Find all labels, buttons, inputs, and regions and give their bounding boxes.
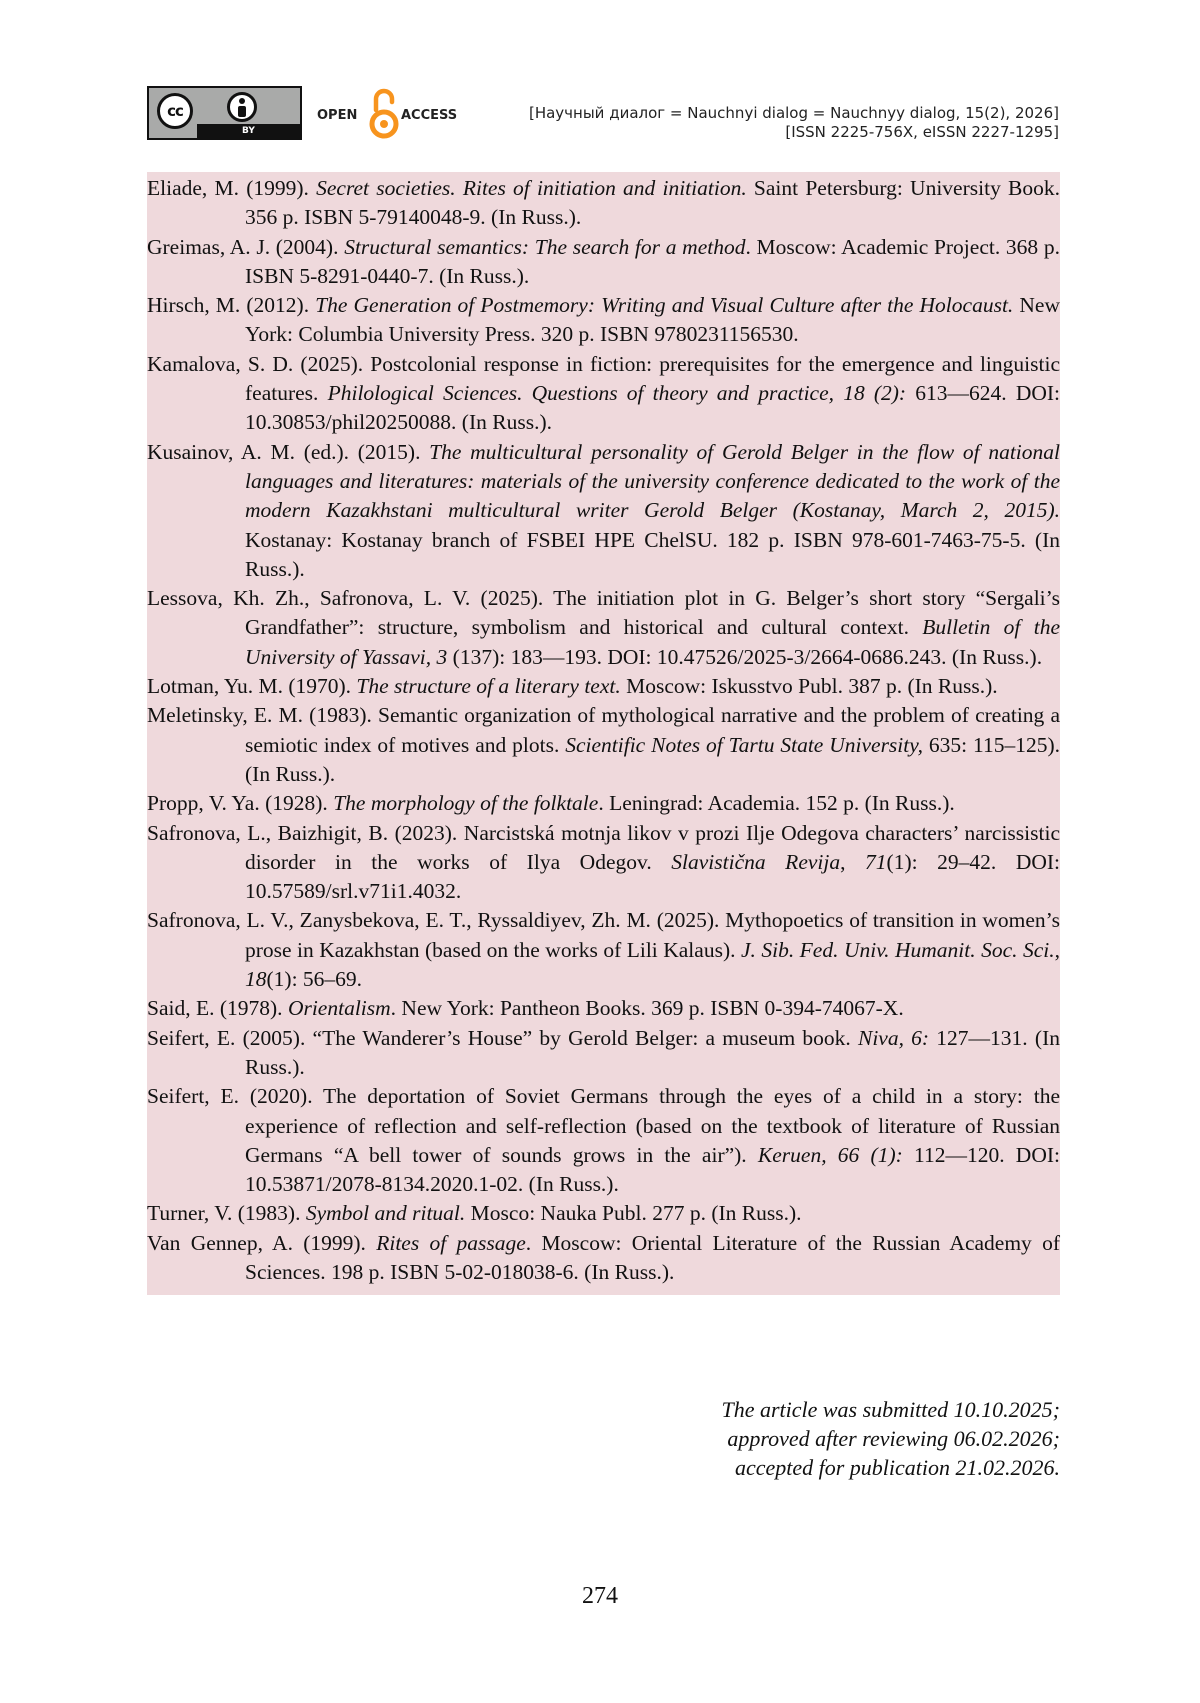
reference-text-part: 127—131. (In Russ.). [245, 1025, 1060, 1079]
reference-italic-part: Bulletin of the University of Yassavi, 3 [245, 615, 1060, 669]
reference-italic-part: Orientalism [287, 996, 391, 1021]
reference-text-part: . Moscow: Academic Project. 368 p. ISBN 5-8291-0440-7. (In Russ.). [245, 234, 1060, 288]
reference-text-part: Propp, V. Ya. (1928). [147, 791, 334, 816]
reference-text-part: 635: 115–125). (In Russ.). [245, 732, 1060, 786]
reference-italic-part: Philological Sciences. Questions of theory and practice, 18 (2): [327, 381, 907, 406]
reference-entry [147, 701, 1060, 789]
reference-italic-part: 71 [865, 849, 887, 874]
reference-entry [147, 906, 1060, 994]
reference-list [147, 172, 1060, 1295]
reference-text-part: Van Gennep, A. (1999). [147, 1230, 377, 1255]
reference-entry [147, 819, 1060, 907]
reference-text-part: , [1054, 937, 1060, 962]
reference-text-part: Lotman, Yu. M. (1970). [147, 674, 357, 699]
open-access-logo [317, 86, 467, 140]
reference-entry [147, 233, 1060, 292]
reference-text-part: Lessova, Kh. Zh., Safronova, L. V. (2025). The initiation plot in G. Belger’s short story “Sergali’s Grandfather”: structure, symbolism and historical and cultural context. [147, 586, 1060, 640]
reference-italic-part: Symbol and ritual. [305, 1201, 466, 1226]
reference-text-part: Safronova, L. V., Zanysbekova, E. T., Ryssaldiyev, Zh. M. (2025). Mythopoetics of transition in women’s prose in Kazakhstan (based on the works of Lili Kalaus). [147, 908, 1060, 962]
reference-text-part: Saint Petersburg: University Book. 356 p. ISBN 5-79140048-9. (In Russ.). [245, 176, 1060, 230]
approved-date: approved after reviewing 06.02.2026; [727, 1426, 1060, 1451]
attribution-person-icon [227, 92, 257, 122]
reference-entry [147, 1082, 1060, 1199]
reference-text-part: Mosco: Nauka Publ. 277 p. (In Russ.). [465, 1201, 802, 1226]
page-header [147, 86, 1059, 144]
reference-italic-part: 18 [245, 967, 267, 992]
reference-text-part: Meletinsky, E. M. (1983). Semantic organization of mythological narrative and the problem of creating a semiotic index of motives and plots. [147, 703, 1060, 757]
cc-by-license-badge[interactable] [147, 86, 302, 140]
reference-text-part: Moscow: Iskusstvo Publ. 387 p. (In Russ.). [620, 674, 998, 699]
reference-text-part: New York: Columbia University Press. 320 p. ISBN 9780231156530. [245, 293, 1060, 347]
reference-text-part: Seifert, E. (2005). “The Wanderer’s House” by Gerold Belger: a museum book. [147, 1025, 858, 1050]
reference-italic-part: The Generation of Postmemory: Writing and Visual Culture after the Holocaust. [315, 293, 1014, 318]
reference-entry [147, 438, 1060, 584]
reference-italic-part: Slavistična Revija [671, 849, 841, 874]
reference-italic-part: Secret societies. Rites of initiation and initiation. [316, 176, 747, 200]
reference-text-part: Turner, V. (1983). [147, 1201, 306, 1226]
reference-entry [147, 174, 1060, 233]
open-access-word-access: ACCESS [401, 108, 458, 123]
reference-italic-part: The morphology of the folktale [333, 791, 599, 816]
reference-text-part: , [840, 849, 866, 874]
accepted-date: accepted for publication 21.02.2026. [734, 1455, 1060, 1480]
cc-icon: cc [157, 93, 193, 129]
reference-text-part: . Moscow: Oriental Literature of the Russian Academy of Sciences. 198 p. ISBN 5-02-018038-6. (In Russ.). [245, 1230, 1060, 1284]
reference-entry [147, 584, 1060, 672]
reference-text-part: Eliade, M. (1999). [147, 176, 317, 200]
open-access-lock-icon [368, 86, 400, 140]
reference-text-part: 613—624. DOI: 10.30853/phil20250088. (In Russ.). [245, 381, 1060, 435]
reference-text-part: (137): 183—193. DOI: 10.47526/2025-3/2664-0686.243. (In Russ.). [447, 644, 1043, 669]
reference-italic-part: The structure of a literary text. [356, 674, 621, 699]
reference-text-part: Said, E. (1978). [147, 996, 288, 1021]
reference-text-part: Seifert, E. (2020). The deportation of Soviet Germans through the eyes of a child in a story: the experience of reflection and self-reflection (based on the textbook of literature of Russian Germans “A bell tower of sounds grows in the air”). [147, 1084, 1060, 1167]
reference-entry [147, 994, 1060, 1023]
reference-text-part: Kamalova, S. D. (2025). Postcolonial response in fiction: prerequisites for the emergence and linguistic features. [147, 351, 1060, 406]
reference-italic-part: Rites of passage [376, 1230, 526, 1255]
reference-text-part: Hirsch, M. (2012). [147, 293, 316, 318]
reference-entry [147, 291, 1060, 350]
reference-entry [147, 789, 1060, 818]
open-access-word-open: OPEN [317, 108, 358, 123]
by-label: BY [197, 124, 300, 138]
reference-text-part: Greimas, A. J. (2004). [147, 234, 345, 259]
reference-italic-part: Scientific Notes of Tartu State University, [565, 732, 923, 757]
reference-text-part: . Leningrad: Academia. 152 p. (In Russ.). [598, 791, 955, 816]
reference-text-part: . New York: Pantheon Books. 369 p. ISBN 0-394-74067-X. [390, 996, 904, 1021]
reference-text-part: Safronova, L., Baizhigit, B. (2023). Narcistská motnja likov v prozi Ilje Odegova characters’ narcissistic disorder in the works of Ilya Odegov. [147, 820, 1060, 874]
submitted-date: The article was submitted 10.10.2025; [721, 1397, 1060, 1422]
reference-entry [147, 1024, 1060, 1083]
page-number: 274 [582, 1583, 618, 1609]
reference-text-part: 112—120. DOI: 10.53871/2078-8134.2020.1-02. (In Russ.). [245, 1142, 1060, 1197]
reference-italic-part: Niva, 6: [857, 1025, 930, 1050]
reference-entry [147, 672, 1060, 701]
reference-italic-part: Keruen, 66 (1): [757, 1142, 903, 1167]
journal-citation [529, 104, 1059, 142]
reference-text-part: (1): 29–42. DOI: 10.57589/srl.v71i1.4032. [245, 849, 1061, 904]
submission-dates [721, 1395, 1060, 1482]
reference-italic-part: Structural semantics: The search for a method [344, 234, 746, 259]
reference-italic-part: J. Sib. Fed. Univ. Humanit. Soc. Sci. [740, 937, 1055, 962]
reference-entry [147, 1199, 1060, 1228]
reference-entry [147, 1229, 1060, 1288]
journal-citation-line: [Научный диалог = Nauchnyi dialog = Nauchnyy dialog, 15(2), 2026] [528, 104, 1059, 122]
reference-text-part: Kostanay: Kostanay branch of FSBEI HPE ChelSU. 182 p. ISBN 978-601-7463-75-5. (In Russ.). [245, 527, 1060, 581]
reference-entry [147, 350, 1060, 438]
reference-text-part: Kusainov, A. M. (ed.). (2015). [147, 439, 430, 464]
reference-italic-part: The multicultural personality of Gerold Belger in the flow of national languages and literatures: materials of the university conference dedicated to the work of the modern Kazakhstani multicultural writer Gerold Belger (Kostanay, March 2, 2015). [245, 439, 1060, 523]
issn-line: [ISSN 2225-756X, eISSN 2227-1295] [785, 123, 1059, 141]
reference-text-part: (1): 56–69. [266, 967, 363, 992]
